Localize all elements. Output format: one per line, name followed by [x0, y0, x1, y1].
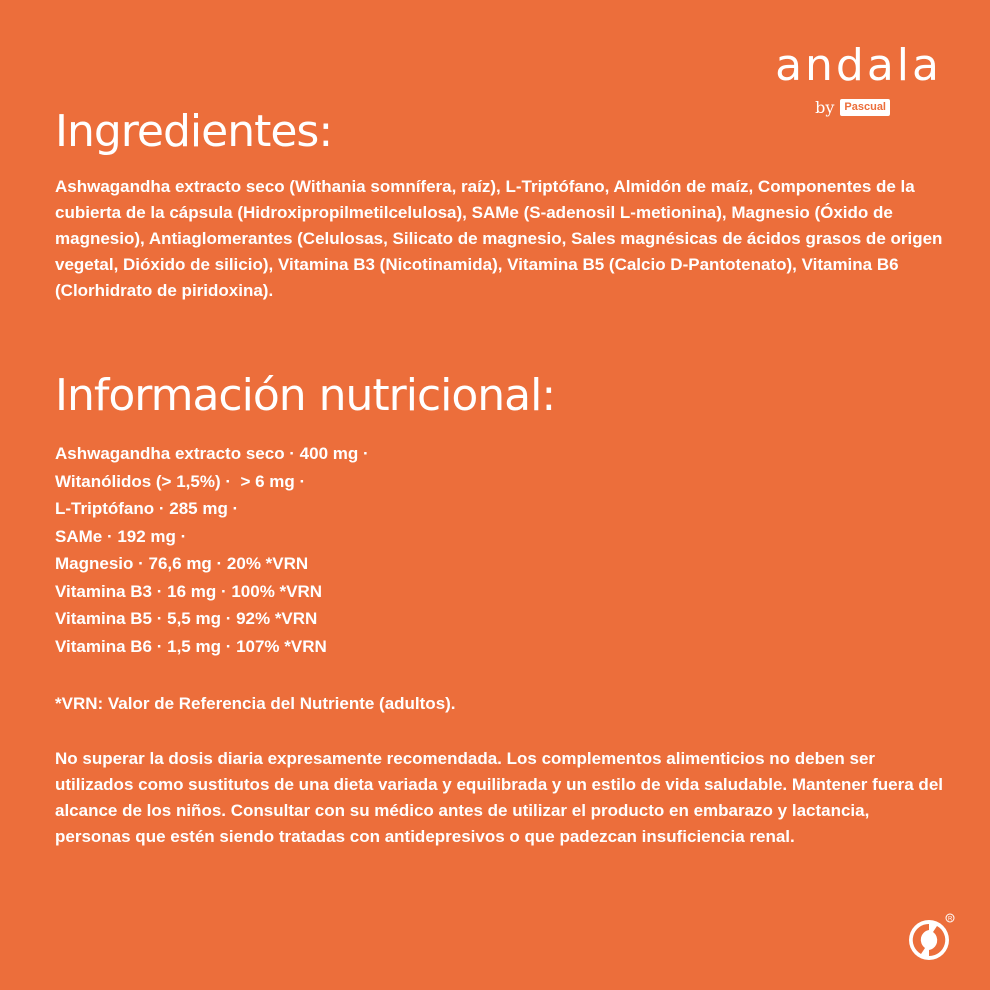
green-dot-recycling-icon [907, 912, 955, 964]
nutrition-title: Información nutricional: [55, 370, 556, 421]
nutrition-item: Witanólidos (> 1,5%) · > 6 mg · [55, 471, 306, 491]
svg-text:R: R [948, 916, 953, 923]
brand-subline [744, 98, 890, 117]
ingredients-title: Ingredientes: [55, 106, 333, 157]
warning-text: No superar la dosis diaria expresamente recomendada. Los complementos alimenticios no deben ser utilizados como sustitutos de una dieta variada y equilibrada y un estilo de vida saludable. Mantener fuera del alcance de los niños. Consultar con su médico antes de utilizar el producto en embarazo y lactancia, personas que estén siendo tratadas con antidepresivos o que padezcan insuficiencia renal. [55, 749, 943, 846]
nutrition-item: Vitamina B6 · 1,5 mg · 107% *VRN [55, 636, 327, 656]
vrn-note: *VRN: Valor de Referencia del Nutriente (adultos). [55, 694, 456, 713]
nutrition-item: Vitamina B3 · 16 mg · 100% *VRN [55, 581, 323, 601]
brand-by: by [815, 98, 835, 117]
nutrition-item: Magnesio · 76,6 mg · 20% *VRN [55, 554, 309, 573]
nutrition-item: Ashwagandha extracto seco · 400 mg · [55, 444, 369, 463]
nutrition-list [55, 440, 369, 660]
brand-name: andala [775, 40, 942, 91]
ingredients-text: Ashwagandha extracto seco (Withania somnífera, raíz), L-Triptófano, Almidón de maíz, Componentes de la cubierta de la cápsula (Hidroxipropilmetilcelulosa), SAMe (S-adenosil L-metionina), Magnesio (Óxido de magnesio), Antiaglomerantes (Celulosas, Silicato de magnesio, Sales magnésicas de ácidos grasos de origen vegetal, Dióxido de silicio), Vitamina B3 (Nicotinamida), Vitamina B5 (Calcio D-Pantotenato), Vitamina B6 (Clorhidrato de piridoxina). [55, 177, 943, 300]
nutrition-item: Vitamina B5 · 5,5 mg · 92% *VRN [55, 609, 318, 628]
brand-logo [744, 40, 944, 117]
nutrition-item: SAMe · 192 mg · [55, 526, 187, 546]
brand-tag: Pascual [840, 99, 890, 115]
nutrition-item: L-Triptófano · 285 mg · [55, 499, 239, 518]
